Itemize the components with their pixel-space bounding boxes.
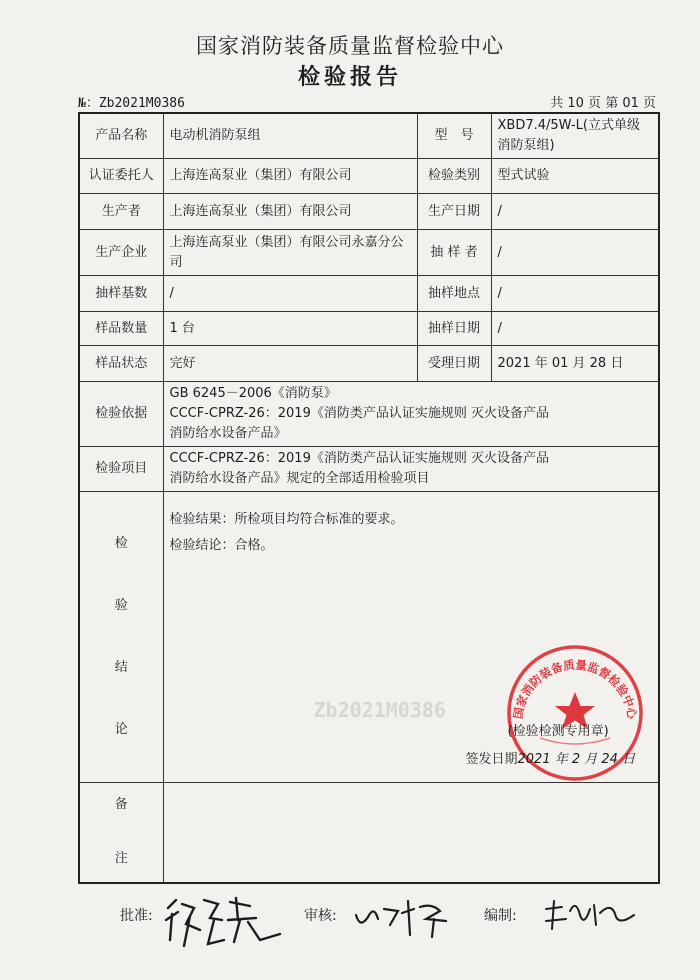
conclusion-char-3: 结	[114, 660, 128, 675]
approve-label: 批准:	[120, 908, 153, 924]
items-line-2: 消防给水设备产品》规定的全部适用检验项目	[169, 471, 430, 486]
items-label: 检验项目	[79, 447, 163, 492]
org-name: 国家消防装备质量监督检验中心	[196, 34, 504, 58]
production-date-value: /	[491, 194, 659, 230]
basis-line-2: CCCF-CPRZ-26：2019《消防类产品认证实施规则 灭火设备产品	[169, 406, 549, 421]
items-line-1: CCCF-CPRZ-26：2019《消防类产品认证实施规则 灭火设备产品	[169, 451, 549, 466]
remarks-label	[79, 783, 163, 883]
client-value: 上海连高泵业（集团）有限公司	[163, 159, 417, 194]
manufacturer-value: 上海连高泵业（集团）有限公司	[163, 194, 417, 230]
accept-date-label: 受理日期	[417, 346, 491, 382]
reviewer-signature	[350, 895, 455, 940]
product-name-label: 产品名称	[79, 113, 163, 159]
model-value: XBD7.4/5W-L(立式单级消防泵组)	[491, 113, 659, 159]
model-label: 型 号	[417, 113, 491, 159]
factory-value: 上海连高泵业（集团）有限公司永嘉分公司	[163, 230, 417, 276]
sign-date-prefix: 签发日期	[465, 752, 518, 767]
seal-label: (检验检测专用章)	[507, 724, 609, 739]
items-value	[163, 447, 659, 492]
sign-date	[466, 750, 636, 770]
doc-number: №：Zb2021M0386	[78, 96, 185, 111]
client-label: 认证委托人	[79, 159, 163, 194]
factory-label: 生产企业	[79, 230, 163, 276]
sample-base-label: 抽样基数	[79, 276, 163, 312]
result-text: 检验结果：所检项目均符合标准的要求。	[169, 512, 404, 527]
sampler-value: /	[491, 230, 659, 276]
remarks-value	[163, 783, 659, 883]
conclusion-char-2: 验	[114, 598, 128, 613]
inspection-type-value: 型式试验	[491, 159, 659, 194]
sample-qty-value: 1 台	[163, 312, 417, 346]
conclusion-char-1: 检	[114, 536, 128, 551]
conclusion-label	[79, 492, 163, 783]
sampler-label: 抽 样 者	[417, 230, 491, 276]
approver-signature	[160, 890, 295, 950]
page-count: 共 10 页 第 01 页	[550, 96, 656, 111]
sample-place-label: 抽样地点	[417, 276, 491, 312]
conclusion-char-4: 论	[114, 722, 128, 737]
seal-text: 国家消防装备质量监督检验中心	[510, 657, 639, 720]
compiler-signature	[540, 895, 640, 935]
sample-qty-label: 样品数量	[79, 312, 163, 346]
compile-label: 编制:	[484, 908, 517, 924]
basis-line-1: GB 6245－2006《消防泵》	[169, 386, 337, 401]
accept-date-value: 2021 年 01 月 28 日	[491, 346, 659, 382]
inspection-type-label: 检验类别	[417, 159, 491, 194]
sample-state-value: 完好	[163, 346, 417, 382]
manufacturer-label: 生产者	[79, 194, 163, 230]
sample-date-label: 抽样日期	[417, 312, 491, 346]
sample-state-label: 样品状态	[79, 346, 163, 382]
product-name-value: 电动机消防泵组	[163, 113, 417, 159]
basis-value	[163, 382, 659, 447]
sign-date-value: 2021 年 2 月 24 日	[517, 752, 636, 767]
remarks-char-1: 备	[114, 797, 128, 813]
sample-place-value: /	[491, 276, 659, 312]
remarks-char-2: 注	[114, 851, 128, 867]
conclusion-content	[163, 492, 659, 783]
basis-line-3: 消防给水设备产品》	[169, 426, 287, 441]
sample-base-value: /	[163, 276, 417, 312]
review-label: 审核:	[304, 908, 337, 924]
report-table	[78, 112, 660, 884]
report-title: 检验报告	[297, 65, 402, 90]
sample-date-value: /	[491, 312, 659, 346]
basis-label: 检验依据	[79, 382, 163, 447]
verdict-text: 检验结论：合格。	[169, 538, 274, 553]
watermark: Zb2021M0386	[313, 698, 446, 722]
production-date-label: 生产日期	[417, 194, 491, 230]
